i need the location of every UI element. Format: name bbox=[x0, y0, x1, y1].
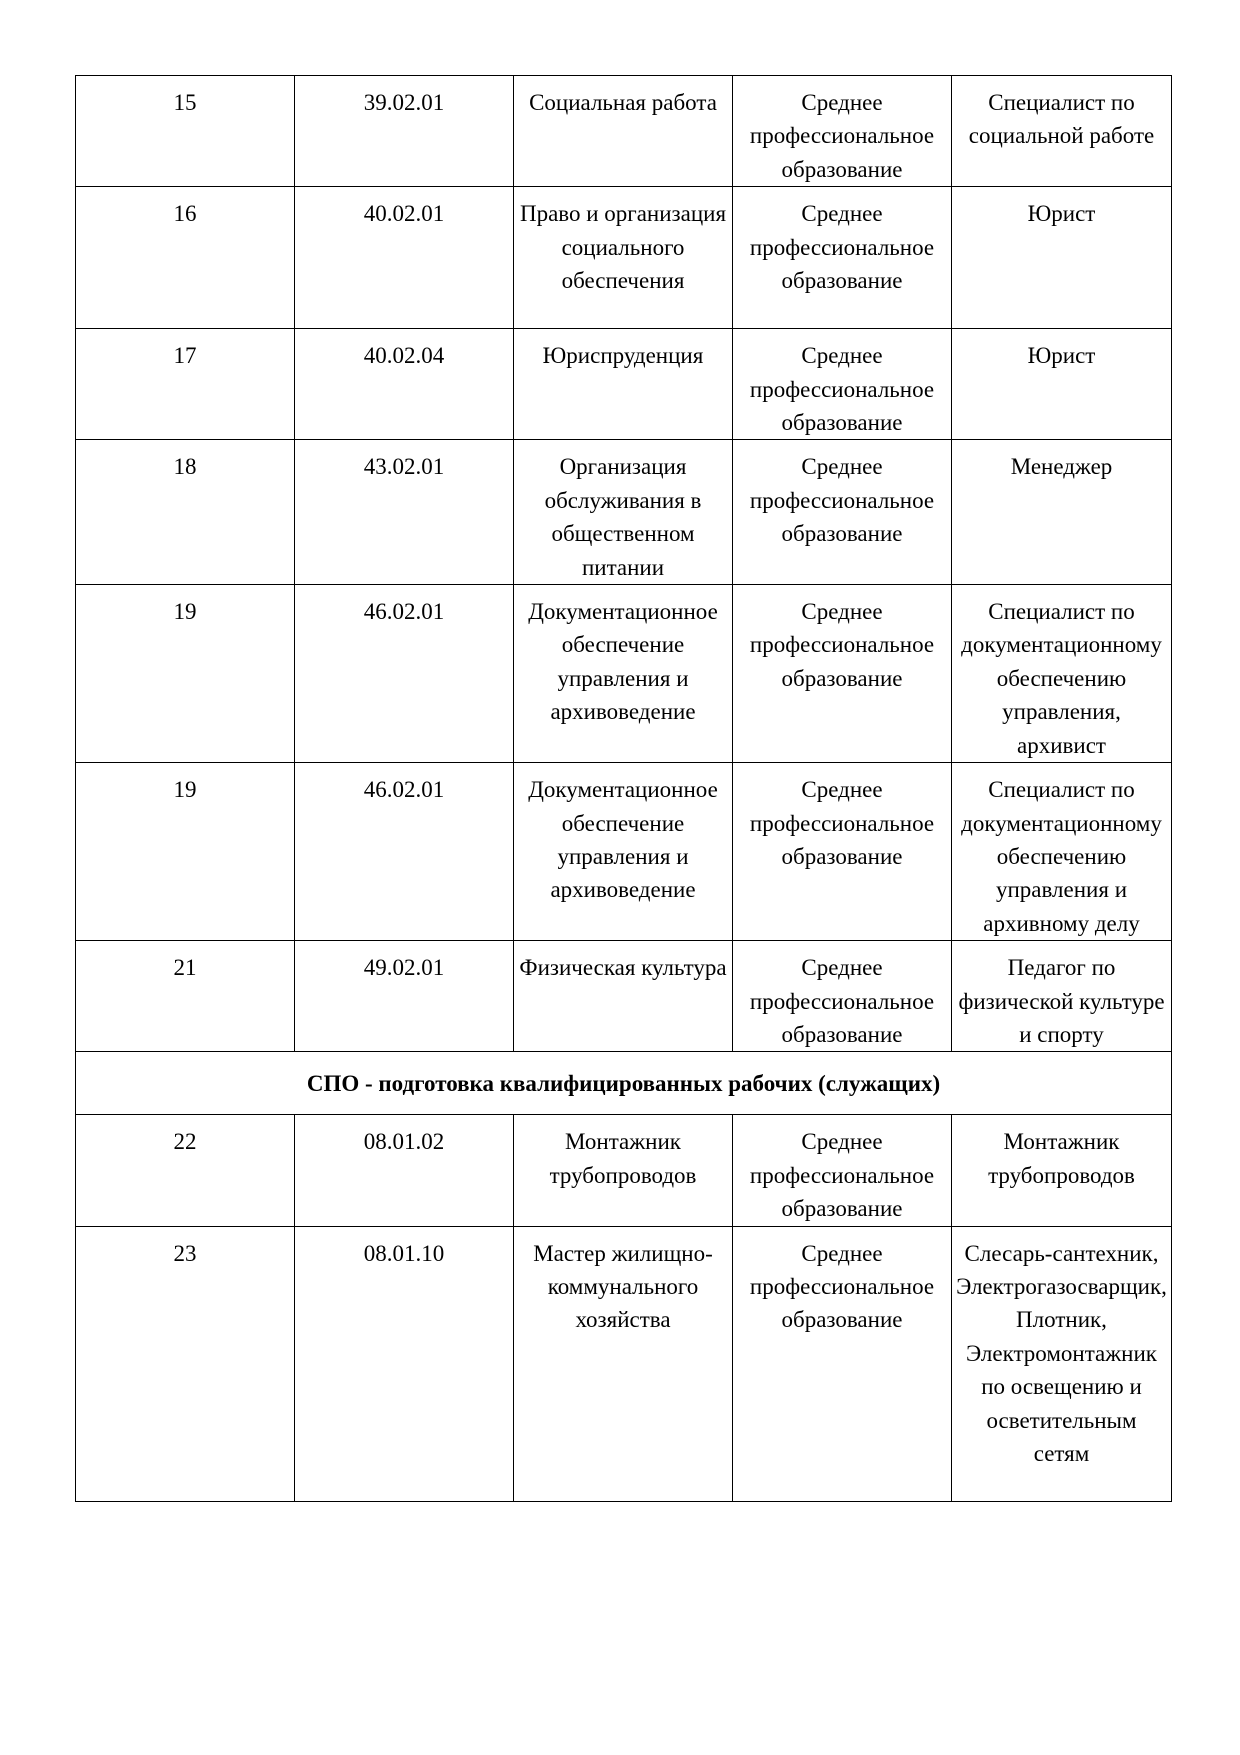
table-row bbox=[76, 763, 1172, 941]
education-level: Среднее профессиональное образование bbox=[733, 763, 952, 941]
qualification: Специалист по документационному обеспечению управления, архивист bbox=[952, 585, 1172, 763]
table-row bbox=[76, 76, 1172, 187]
education-level: Среднее профессиональное образование bbox=[733, 187, 952, 329]
section-title: СПО - подготовка квалифицированных рабочих (служащих) bbox=[76, 1052, 1172, 1115]
specialty-name: Мастер жилищно-коммунального хозяйства bbox=[514, 1226, 733, 1501]
education-level: Среднее профессиональное образование bbox=[733, 1115, 952, 1226]
education-level: Среднее профессиональное образование bbox=[733, 1226, 952, 1501]
row-number: 15 bbox=[76, 76, 295, 187]
specialty-code: 40.02.01 bbox=[295, 187, 514, 329]
specialty-name: Право и организация социального обеспечения bbox=[514, 187, 733, 329]
specialty-code: 39.02.01 bbox=[295, 76, 514, 187]
specialty-code: 46.02.01 bbox=[295, 763, 514, 941]
table-row bbox=[76, 1226, 1172, 1501]
qualification: Педагог по физической культуре и спорту bbox=[952, 941, 1172, 1052]
row-number: 22 bbox=[76, 1115, 295, 1226]
specialty-name: Организация обслуживания в общественном питании bbox=[514, 440, 733, 585]
table-row bbox=[76, 187, 1172, 329]
specialty-name: Монтажник трубопроводов bbox=[514, 1115, 733, 1226]
specialty-code: 46.02.01 bbox=[295, 585, 514, 763]
row-number: 16 bbox=[76, 187, 295, 329]
education-level: Среднее профессиональное образование bbox=[733, 941, 952, 1052]
table-row bbox=[76, 329, 1172, 440]
row-number: 17 bbox=[76, 329, 295, 440]
row-number: 21 bbox=[76, 941, 295, 1052]
table-row bbox=[76, 585, 1172, 763]
specialty-name: Физическая культура bbox=[514, 941, 733, 1052]
specialty-name: Юриспруденция bbox=[514, 329, 733, 440]
education-level: Среднее профессиональное образование bbox=[733, 329, 952, 440]
specialty-name: Документационное обеспечение управления и архивоведение bbox=[514, 763, 733, 941]
qualification: Юрист bbox=[952, 329, 1172, 440]
specialty-code: 08.01.10 bbox=[295, 1226, 514, 1501]
qualification: Менеджер bbox=[952, 440, 1172, 585]
table-row bbox=[76, 941, 1172, 1052]
table-row bbox=[76, 440, 1172, 585]
table-row bbox=[76, 1115, 1172, 1226]
specialty-code: 43.02.01 bbox=[295, 440, 514, 585]
row-number: 18 bbox=[76, 440, 295, 585]
specialty-name: Документационное обеспечение управления и архивоведение bbox=[514, 585, 733, 763]
specialty-code: 08.01.02 bbox=[295, 1115, 514, 1226]
row-number: 23 bbox=[76, 1226, 295, 1501]
row-number: 19 bbox=[76, 763, 295, 941]
specialties-table bbox=[75, 75, 1172, 1502]
qualification: Слесарь-сантехник, Электрогазосварщик, Плотник, Электромонтажник по освещению и осветительным сетям bbox=[952, 1226, 1172, 1501]
education-level: Среднее профессиональное образование bbox=[733, 440, 952, 585]
specialty-code: 40.02.04 bbox=[295, 329, 514, 440]
qualification: Специалист по социальной работе bbox=[952, 76, 1172, 187]
qualification: Юрист bbox=[952, 187, 1172, 329]
specialty-code: 49.02.01 bbox=[295, 941, 514, 1052]
section-header-row bbox=[76, 1052, 1172, 1115]
education-level: Среднее профессиональное образование bbox=[733, 585, 952, 763]
specialty-name: Социальная работа bbox=[514, 76, 733, 187]
row-number: 19 bbox=[76, 585, 295, 763]
qualification: Монтажник трубопроводов bbox=[952, 1115, 1172, 1226]
qualification: Специалист по документационному обеспечению управления и архивному делу bbox=[952, 763, 1172, 941]
education-level: Среднее профессиональное образование bbox=[733, 76, 952, 187]
